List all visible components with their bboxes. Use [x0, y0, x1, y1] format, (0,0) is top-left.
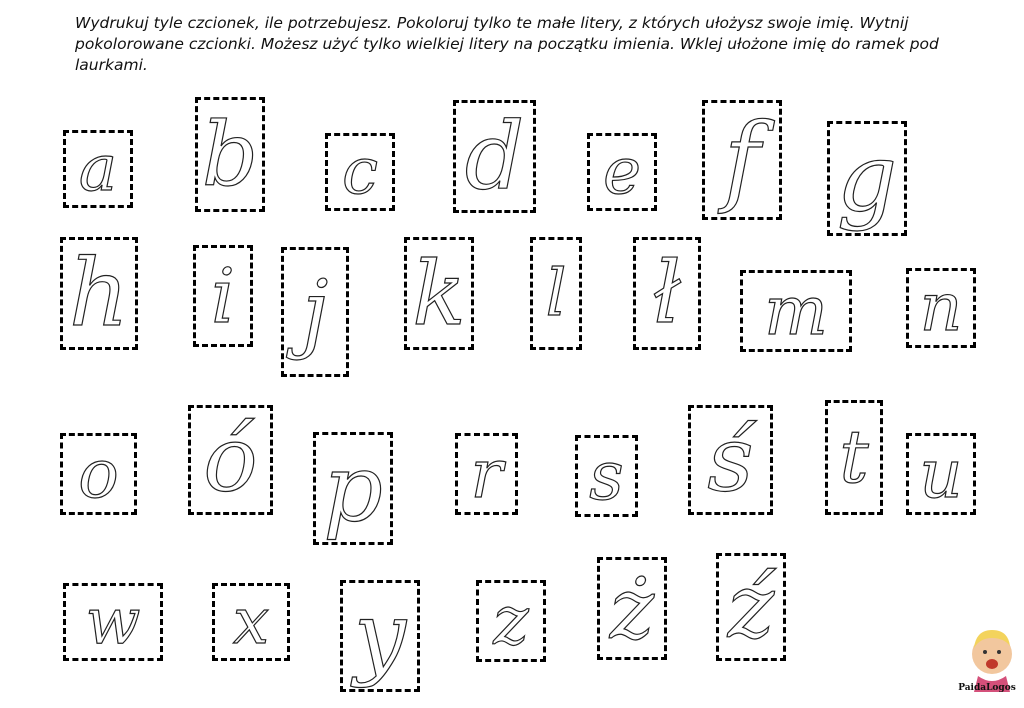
instructions-text: Wydrukuj tyle czcionek, ile potrzebujesz. Pokoloruj tylko te małe litery, z których ułożysz swoje imię. Wytnij pokolorowane czcionki. Możesz użyć tylko wielkiej litery na początku imienia. Wklej ułożone imię do ramek pod laurkami.	[75, 14, 939, 74]
letter-frame	[688, 405, 773, 515]
letter-glyph: ż	[609, 559, 655, 658]
letter-glyph: x	[232, 585, 270, 659]
letter-glyph: ł	[653, 244, 681, 343]
letter-frame	[60, 237, 138, 350]
letter-frame	[702, 100, 782, 220]
letter-frame	[597, 557, 667, 660]
letter-frame	[325, 133, 395, 211]
letter-frame	[193, 245, 253, 347]
letter-frame	[740, 270, 852, 352]
letter-frame	[212, 583, 290, 661]
letter-glyph: b	[201, 102, 259, 206]
letter-frame	[63, 130, 133, 208]
letter-glyph: p	[323, 434, 383, 542]
letter-frame	[195, 97, 265, 212]
letter-glyph: z	[493, 581, 529, 660]
letter-frame	[575, 435, 638, 517]
letter-glyph: ó	[203, 407, 258, 512]
letter-glyph: i	[211, 251, 235, 340]
logo-label: PaidaLogos	[958, 683, 1016, 693]
letter-frame	[60, 433, 137, 515]
letter-glyph: h	[69, 239, 129, 347]
letter-glyph: n	[919, 269, 963, 346]
letter-glyph: j	[301, 262, 329, 362]
letter-frame	[340, 580, 420, 692]
letter-glyph: o	[78, 434, 119, 513]
letter-glyph: k	[412, 241, 466, 345]
letter-frame	[188, 405, 273, 515]
letter-glyph: g	[836, 123, 898, 233]
letter-glyph: s	[589, 436, 624, 515]
letter-frame	[313, 432, 393, 545]
letter-frame	[906, 433, 976, 515]
letter-glyph: ś	[707, 407, 754, 512]
letter-glyph: w	[85, 585, 141, 659]
letter-frame	[453, 100, 536, 213]
letter-glyph: ź	[727, 555, 775, 658]
letter-frame	[404, 237, 474, 350]
letter-frame	[281, 247, 349, 377]
letter-glyph: f	[723, 103, 761, 217]
letter-frame	[476, 580, 546, 662]
letter-glyph: y	[354, 582, 406, 689]
letter-glyph: u	[919, 434, 963, 513]
letter-frame	[825, 400, 883, 515]
letter-glyph: t	[839, 415, 869, 500]
letter-frame	[716, 553, 786, 661]
letter-glyph: c	[342, 135, 378, 209]
letter-frame	[455, 433, 518, 515]
letter-glyph: e	[603, 135, 641, 209]
letter-frame	[587, 133, 657, 211]
letter-glyph: m	[764, 271, 828, 350]
letter-glyph: d	[464, 102, 525, 210]
letter-frame	[63, 583, 163, 661]
letter-frame	[633, 237, 701, 350]
letter-frame	[827, 121, 907, 236]
letter-glyph: l	[545, 256, 567, 331]
letter-glyph: a	[78, 132, 118, 206]
letter-frame	[906, 268, 976, 348]
letter-frame	[530, 237, 582, 350]
letter-glyph: r	[470, 434, 503, 513]
